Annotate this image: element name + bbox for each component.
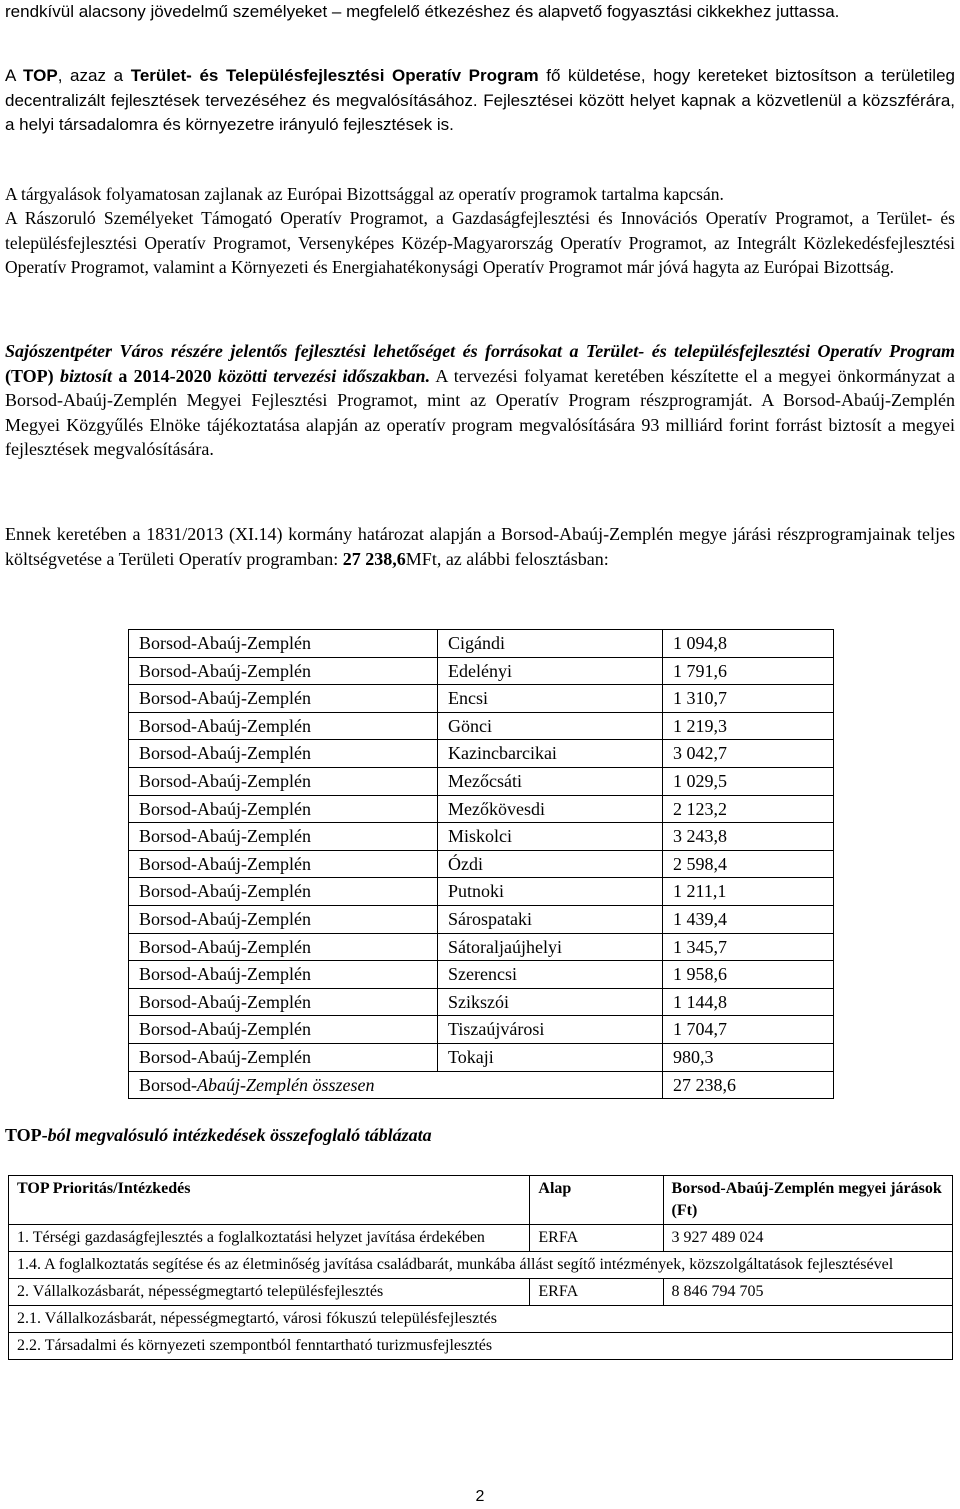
- amount-cell: 1 345,7: [663, 933, 834, 961]
- text-run: MFt, az alábbi felosztásban:: [405, 548, 609, 569]
- county-cell: Borsod-Abaúj-Zemplén: [129, 712, 438, 740]
- allocation-total-value: 27 238,6: [663, 1071, 834, 1099]
- county-cell: Borsod-Abaúj-Zemplén: [129, 657, 438, 685]
- amount-cell: 1 791,6: [663, 657, 834, 685]
- district-cell: Kazincbarcikai: [438, 740, 663, 768]
- top-table-row: [9, 1306, 953, 1333]
- county-cell: Borsod-Abaúj-Zemplén: [129, 685, 438, 713]
- county-cell: Borsod-Abaúj-Zemplén: [129, 988, 438, 1016]
- amount-cell: 1 144,8: [663, 988, 834, 1016]
- bold-run: (TOP): [5, 365, 60, 386]
- text-run: Borsod-: [139, 1074, 197, 1095]
- county-cell: Borsod-Abaúj-Zemplén: [129, 878, 438, 906]
- amount-cell: 2 123,2: [663, 795, 834, 823]
- top-measures-table: [8, 1175, 953, 1360]
- district-cell: Szerencsi: [438, 961, 663, 989]
- district-cell: Ózdi: [438, 850, 663, 878]
- measure-cell: 1.4. A foglalkoztatás segítése és az életminőség javítása családbarát, munkába állást segítő intézmények, közszolgáltatások fejlesztésével: [9, 1252, 953, 1279]
- text-run: A tervezési folyamat keretében készítette el a megyei önkormányzat a Borsod-Abaúj-Zemplén Megyei Fejlesztési Programot, mint az Operatív Program részprogramját. A Borsod-Abaúj-Zemplén Megyei Közgyűlés Elnöke tájékoztatása alapján az operatív program megvalósítására 93 milliárd forint forrást biztosít a megyei fejlesztések megvalósítására.: [5, 365, 955, 459]
- allocation-row: [129, 850, 834, 878]
- district-cell: Encsi: [438, 685, 663, 713]
- amount-cell: 2 598,4: [663, 850, 834, 878]
- allocation-row: [129, 712, 834, 740]
- county-cell: Borsod-Abaúj-Zemplén: [129, 1043, 438, 1071]
- allocation-row: [129, 795, 834, 823]
- amount-cell: 1 958,6: [663, 961, 834, 989]
- county-cell: Borsod-Abaúj-Zemplén: [129, 933, 438, 961]
- fund-cell: ERFA: [530, 1279, 663, 1306]
- priority-cell: 1. Térségi gazdaságfejlesztés a foglalkoztatási helyzet javítása érdekében: [9, 1225, 530, 1252]
- header-fund: Alap: [530, 1176, 663, 1225]
- top-table-row: [9, 1225, 953, 1252]
- bold-italic-run: ból megvalósuló intézkedések összefoglaló táblázata: [47, 1125, 432, 1145]
- amount-cell: 1 029,5: [663, 767, 834, 795]
- text-run: , azaz a: [57, 66, 131, 85]
- amount-cell: 3 243,8: [663, 823, 834, 851]
- bold-run: Terület- és Településfejlesztési Operatív Program: [130, 66, 539, 85]
- amount-cell: 8 846 794 705: [663, 1279, 952, 1306]
- district-cell: Szikszói: [438, 988, 663, 1016]
- allocation-total-row: [129, 1071, 834, 1099]
- allocation-row: [129, 1043, 834, 1071]
- allocation-row: [129, 1016, 834, 1044]
- negotiation-paragraph: A tárgyalások folyamatosan zajlanak az Európai Bizottsággal az operatív programok tartalma kapcsán.: [5, 184, 724, 204]
- amount-cell: 980,3: [663, 1043, 834, 1071]
- intro-paragraph-tail: rendkívül alacsony jövedelmű személyeket – megfelelő étkezéshez és alapvető fogyasztási cikkekhez juttassa.: [5, 2, 840, 21]
- bold-italic-run: Sajószentpéter Város részére jelentős fejlesztési lehetőséget és forrásokat a Terület- és településfejlesztési Operatív Program: [5, 341, 955, 361]
- county-cell: Borsod-Abaúj-Zemplén: [129, 795, 438, 823]
- allocation-row: [129, 630, 834, 658]
- district-cell: Cigándi: [438, 630, 663, 658]
- county-cell: Borsod-Abaúj-Zemplén: [129, 767, 438, 795]
- allocation-row: [129, 933, 834, 961]
- bold-run: a 2014-2020: [112, 365, 218, 386]
- allocation-row: [129, 823, 834, 851]
- allocation-table: [128, 629, 834, 1099]
- bold-run: TOP: [23, 66, 58, 85]
- allocation-total-label: [129, 1071, 663, 1099]
- budget-paragraph: [5, 522, 955, 571]
- county-cell: Borsod-Abaúj-Zemplén: [129, 740, 438, 768]
- allocation-row: [129, 657, 834, 685]
- priority-cell: 2. Vállalkozásbarát, népességmegtartó településfejlesztés: [9, 1279, 530, 1306]
- bold-run: 27 238,6: [342, 548, 406, 569]
- county-cell: Borsod-Abaúj-Zemplén: [129, 823, 438, 851]
- top-program-paragraph: [5, 64, 955, 138]
- header-priority: TOP Prioritás/Intézkedés: [9, 1176, 530, 1225]
- county-cell: Borsod-Abaúj-Zemplén: [129, 850, 438, 878]
- district-cell: Mezőcsáti: [438, 767, 663, 795]
- amount-cell: 1 704,7: [663, 1016, 834, 1044]
- text-run: A: [5, 66, 24, 85]
- bold-italic-run: biztosít: [59, 365, 112, 386]
- text-run: fő küldetése, hogy kereteket biztosítson a területileg decentralizált fejlesztések tervezéséhez és megvalósításához. Fejlesztései között helyet kapnak a közvetlenül a közszférára, a helyi társadalomra és környezetre irányuló fejlesztések is.: [5, 66, 955, 134]
- sajoszentpeter-paragraph: [5, 339, 955, 462]
- italic-run: Abaúj-Zemplén összesen: [197, 1074, 375, 1095]
- district-cell: Miskolci: [438, 823, 663, 851]
- amount-cell: 1 219,3: [663, 712, 834, 740]
- allocation-row: [129, 767, 834, 795]
- district-cell: Edelényi: [438, 657, 663, 685]
- amount-cell: 1 211,1: [663, 878, 834, 906]
- allocation-row: [129, 961, 834, 989]
- allocation-row: [129, 685, 834, 713]
- district-cell: Putnoki: [438, 878, 663, 906]
- page-number: 2: [475, 1488, 485, 1505]
- allocation-row: [129, 905, 834, 933]
- district-cell: Gönci: [438, 712, 663, 740]
- allocation-row: [129, 988, 834, 1016]
- allocation-row: [129, 878, 834, 906]
- header-amount: Borsod-Abaúj-Zemplén megyei járások (Ft): [663, 1176, 952, 1225]
- bold-italic-run: közötti tervezési időszakban.: [217, 365, 431, 386]
- fund-cell: ERFA: [530, 1225, 663, 1252]
- county-cell: Borsod-Abaúj-Zemplén: [129, 961, 438, 989]
- amount-cell: 1 094,8: [663, 630, 834, 658]
- summary-table-heading: [5, 1125, 432, 1146]
- text-run: Ennek keretében a 1831/2013 (XI.14) kormány határozat alapján a Borsod-Abaúj-Zemplén megye járási részprogramjainak teljes költségvetése a Területi Operatív programban:: [5, 524, 955, 569]
- county-cell: Borsod-Abaúj-Zemplén: [129, 1016, 438, 1044]
- district-cell: Sátoraljaújhelyi: [438, 933, 663, 961]
- top-table-row: [9, 1279, 953, 1306]
- district-cell: Mezőkövesdi: [438, 795, 663, 823]
- top-table-row: [9, 1333, 953, 1360]
- county-cell: Borsod-Abaúj-Zemplén: [129, 630, 438, 658]
- district-cell: Tokaji: [438, 1043, 663, 1071]
- amount-cell: 3 927 489 024: [663, 1225, 952, 1252]
- amount-cell: 1 439,4: [663, 905, 834, 933]
- district-cell: Tiszaújvárosi: [438, 1016, 663, 1044]
- top-table-header-row: [9, 1176, 953, 1225]
- top-table-row: [9, 1252, 953, 1279]
- measure-cell: 2.2. Társadalmi és környezeti szempontból fenntartható turizmusfejlesztés: [9, 1333, 953, 1360]
- measure-cell: 2.1. Vállalkozásbarát, népességmegtartó, városi fókuszú településfejlesztés: [9, 1306, 953, 1333]
- approved-programs-paragraph: A Rászoruló Személyeket Támogató Operatív Programot, a Gazdaságfejlesztési és Innovációs Operatív Programot, a Terület- és településfejlesztési Operatív Programot, Versenyképes Közép-Magyarország Operatív Programot, az Integrált Közlekedésfejlesztési Operatív Programot, valamint a Környezeti és Energiahatékonysági Operatív Programot már jóvá hagyta az Európai Bizottság.: [5, 208, 955, 277]
- amount-cell: 1 310,7: [663, 685, 834, 713]
- county-cell: Borsod-Abaúj-Zemplén: [129, 905, 438, 933]
- amount-cell: 3 042,7: [663, 740, 834, 768]
- bold-run: TOP-: [5, 1125, 48, 1145]
- district-cell: Sárospataki: [438, 905, 663, 933]
- allocation-row: [129, 740, 834, 768]
